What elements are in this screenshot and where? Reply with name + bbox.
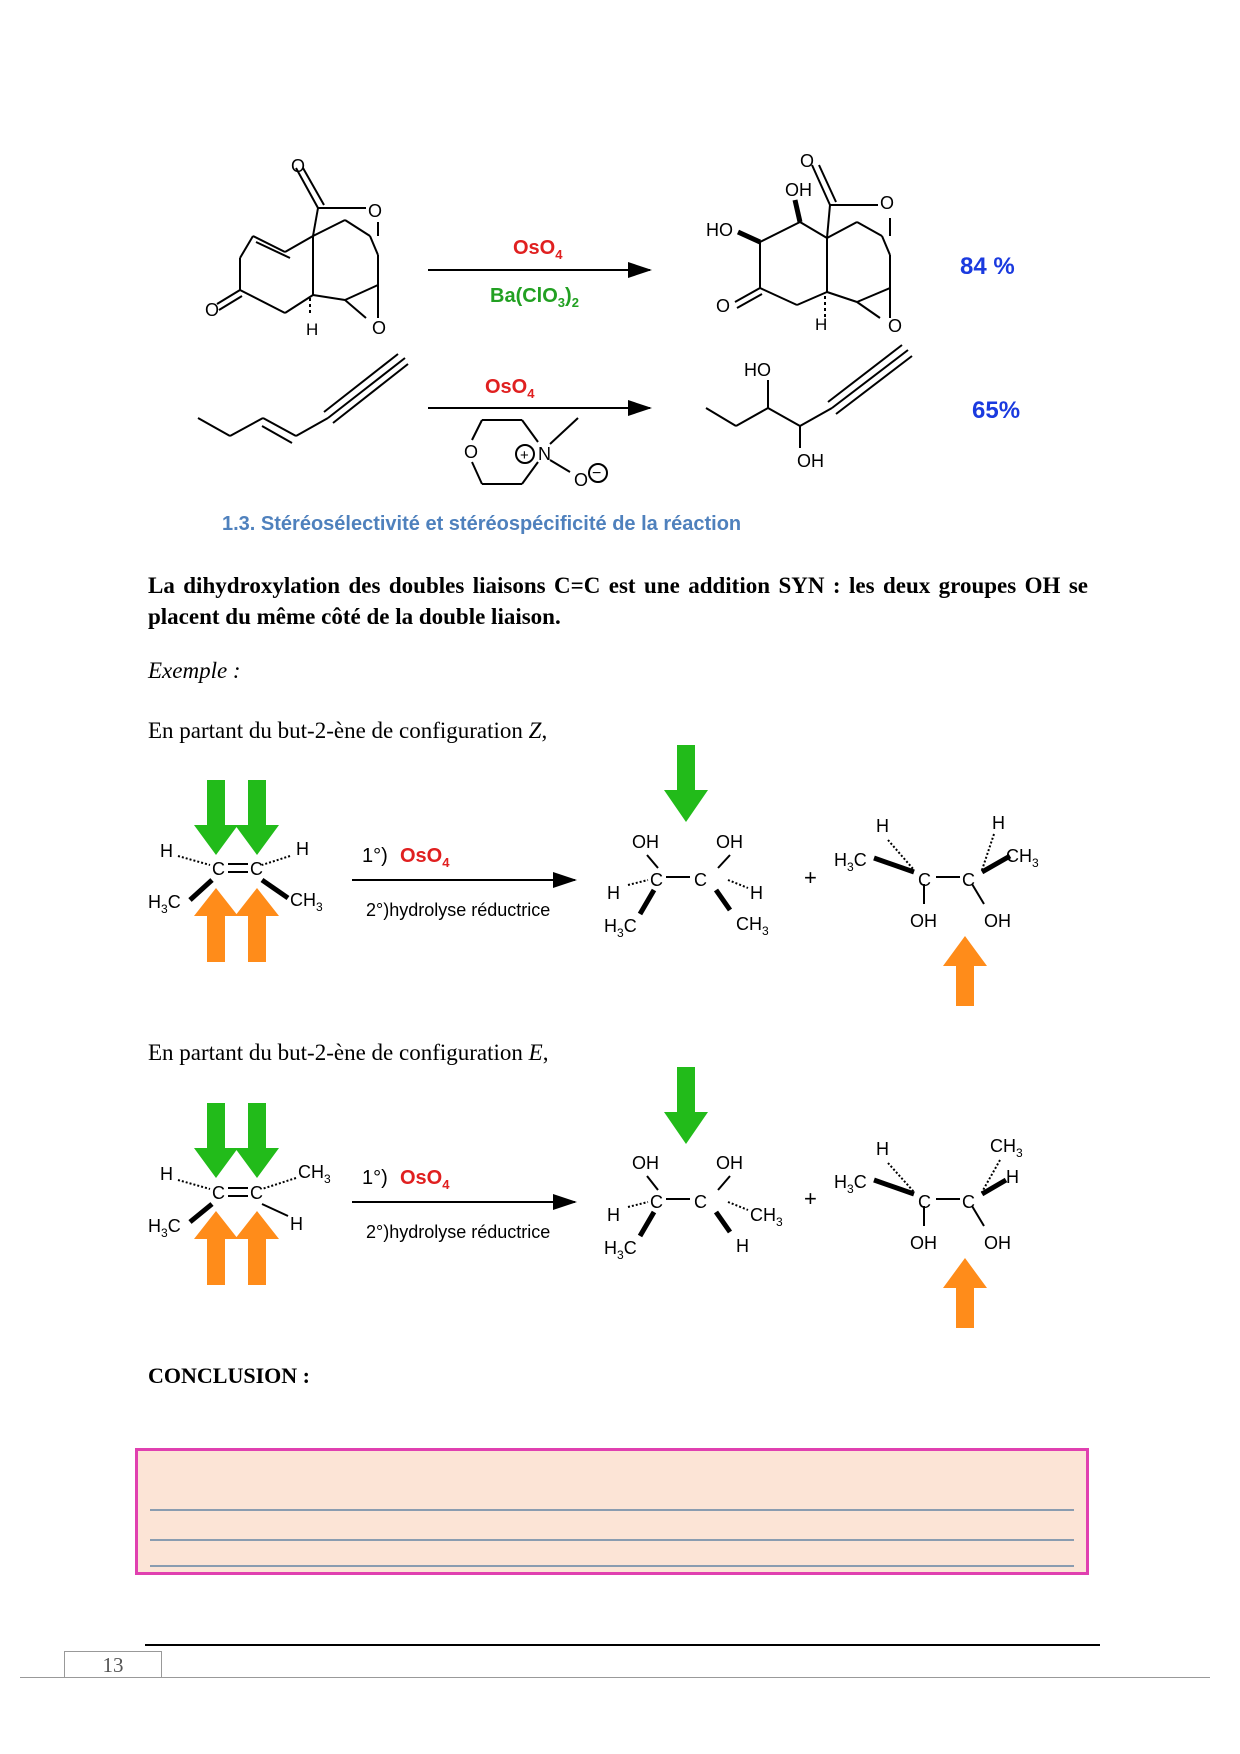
- atom-c: C: [694, 1192, 707, 1212]
- reactant-2-structure: [198, 354, 408, 443]
- syn-addition-rule: La dihydroxylation des doubles liaisons C=C est une addition SYN : les deux groupes OH se placent du même côté de la double liaison.: [148, 573, 1088, 629]
- product-1-structure: [735, 165, 890, 318]
- orange-attack-arrow: [235, 888, 279, 962]
- answer-line: [150, 1565, 1074, 1567]
- atom-c: C: [212, 1183, 225, 1203]
- atom-ch3: $CH_3$: [290, 890, 323, 914]
- reagent-oso4: OsO$_4$: [485, 376, 535, 401]
- atom-o: O: [888, 316, 903, 336]
- atom-h: H: [160, 841, 173, 861]
- atom-oh: OH: [984, 911, 1011, 931]
- atom-c: C: [962, 1192, 975, 1212]
- atom-c: C: [918, 870, 931, 890]
- e-intro: [148, 1040, 548, 1066]
- atom-h: H: [992, 813, 1005, 833]
- atom-oh: OH: [632, 832, 659, 852]
- atom-oh: OH: [785, 180, 812, 200]
- answer-line: [150, 1509, 1074, 1511]
- green-attack-arrow: [235, 1103, 279, 1178]
- answer-line: [150, 1539, 1074, 1541]
- atom-o: O: [368, 201, 383, 221]
- reaction-2: [198, 345, 1020, 490]
- atom-c: C: [650, 1192, 663, 1212]
- atom-oh: OH: [716, 832, 743, 852]
- section-heading: 1.3. Stéréosélectivité et stéréospécificité de la réaction: [222, 513, 742, 535]
- orange-attack-arrow: [943, 1258, 987, 1328]
- footer-rule: [145, 1644, 1100, 1646]
- reactant-1-structure: [217, 168, 378, 318]
- z-config: Z: [528, 718, 542, 743]
- atom-o: O: [464, 442, 479, 462]
- e-config: E: [528, 1040, 543, 1065]
- atom-h: H: [815, 315, 828, 334]
- svg-text:−: −: [592, 465, 602, 482]
- step-1-reagent: OsO$_4$: [400, 845, 450, 870]
- atom-h3c: $H_3C$: [834, 850, 867, 874]
- atom-h3c: $H_3C$: [834, 1172, 867, 1196]
- reagent-ba-clo3-2: $Ba(ClO_3)_2$: [490, 285, 579, 310]
- atom-o: O: [800, 151, 815, 171]
- atom-h: H: [750, 883, 763, 903]
- svg-text:+: +: [520, 447, 529, 464]
- atom-c: C: [694, 870, 707, 890]
- atom-o: O: [205, 300, 220, 320]
- atom-oh: OH: [984, 1233, 1011, 1253]
- atom-ch3: $CH_3$: [750, 1205, 783, 1229]
- atom-h: H: [607, 1205, 620, 1225]
- atom-c: C: [212, 859, 225, 879]
- atom-h: H: [290, 1214, 303, 1234]
- z-intro: [148, 718, 547, 744]
- atom-ch3: $CH_3$: [1006, 846, 1039, 870]
- step-2: 2°)hydrolyse réductrice: [366, 900, 551, 920]
- e-scheme: [148, 1067, 1023, 1328]
- orange-attack-arrow: [235, 1211, 279, 1285]
- page-number: 13: [64, 1651, 162, 1677]
- atom-c: C: [650, 870, 663, 890]
- orange-attack-arrow: [943, 936, 987, 1006]
- atom-o: O: [880, 193, 895, 213]
- atom-h: H: [876, 816, 889, 836]
- reagent-oso4: OsO$_4$: [513, 237, 563, 262]
- atom-h3c: $H_3C$: [148, 892, 181, 916]
- atom-oh: OH: [632, 1153, 659, 1173]
- yield-1: 84 %: [960, 253, 1015, 280]
- green-attack-arrow: [194, 1103, 238, 1178]
- reaction-1: [205, 151, 1015, 339]
- step-1-prefix: 1°): [362, 1167, 388, 1189]
- atom-c: C: [250, 859, 263, 879]
- atom-ch3: $CH_3$: [736, 914, 769, 938]
- e-intro-prefix: En partant du but-2-ène de configuration: [148, 1040, 529, 1065]
- atom-n: N: [538, 444, 551, 464]
- step-2: 2°)hydrolyse réductrice: [366, 1222, 551, 1242]
- atom-h: H: [1006, 1167, 1019, 1187]
- step-1-prefix: 1°): [362, 845, 388, 867]
- green-attack-arrow: [664, 1067, 708, 1144]
- z-intro-suffix: ,: [541, 718, 548, 743]
- atom-h: H: [160, 1164, 173, 1184]
- orange-attack-arrow: [194, 1211, 238, 1285]
- conclusion-answer-box[interactable]: [135, 1448, 1089, 1575]
- atom-h: H: [306, 320, 319, 339]
- atom-ho: HO: [744, 360, 771, 380]
- conclusion-label: CONCLUSION :: [148, 1363, 310, 1388]
- e-intro-suffix: ,: [542, 1040, 549, 1065]
- atom-ch3: $CH_3$: [990, 1136, 1023, 1160]
- atom-h3c: $H_3C$: [604, 916, 637, 940]
- atom-oh: OH: [797, 451, 824, 471]
- example-label: Exemple :: [148, 658, 241, 683]
- atom-oh: OH: [910, 911, 937, 931]
- green-attack-arrow: [194, 780, 238, 855]
- atom-c: C: [918, 1192, 931, 1212]
- atom-ch3: $CH_3$: [298, 1162, 331, 1186]
- z-scheme: [148, 745, 1039, 1006]
- atom-h: H: [876, 1139, 889, 1159]
- atom-c: C: [962, 870, 975, 890]
- atom-h: H: [607, 883, 620, 903]
- atom-o: O: [291, 156, 306, 176]
- orange-attack-arrow: [194, 888, 238, 962]
- atom-c: C: [250, 1183, 263, 1203]
- footer-base-line: [20, 1677, 1210, 1678]
- z-intro-prefix: En partant du but-2-ène de configuration: [148, 718, 529, 743]
- atom-h: H: [736, 1236, 749, 1256]
- plus-sign: +: [804, 865, 817, 890]
- step-1-reagent: OsO$_4$: [400, 1167, 450, 1192]
- atom-ho: HO: [706, 220, 733, 240]
- atom-o: O: [372, 318, 387, 338]
- atom-h: H: [296, 839, 309, 859]
- atom-o: O: [716, 296, 731, 316]
- atom-oh: OH: [716, 1153, 743, 1173]
- atom-o: O: [574, 470, 589, 490]
- green-attack-arrow: [664, 745, 708, 822]
- atom-h3c: $H_3C$: [604, 1238, 637, 1262]
- atom-h3c: $H_3C$: [148, 1216, 181, 1240]
- yield-2: 65%: [972, 397, 1021, 424]
- plus-sign: +: [804, 1186, 817, 1211]
- atom-oh: OH: [910, 1233, 937, 1253]
- green-attack-arrow: [235, 780, 279, 855]
- product-2-structure: [706, 345, 912, 448]
